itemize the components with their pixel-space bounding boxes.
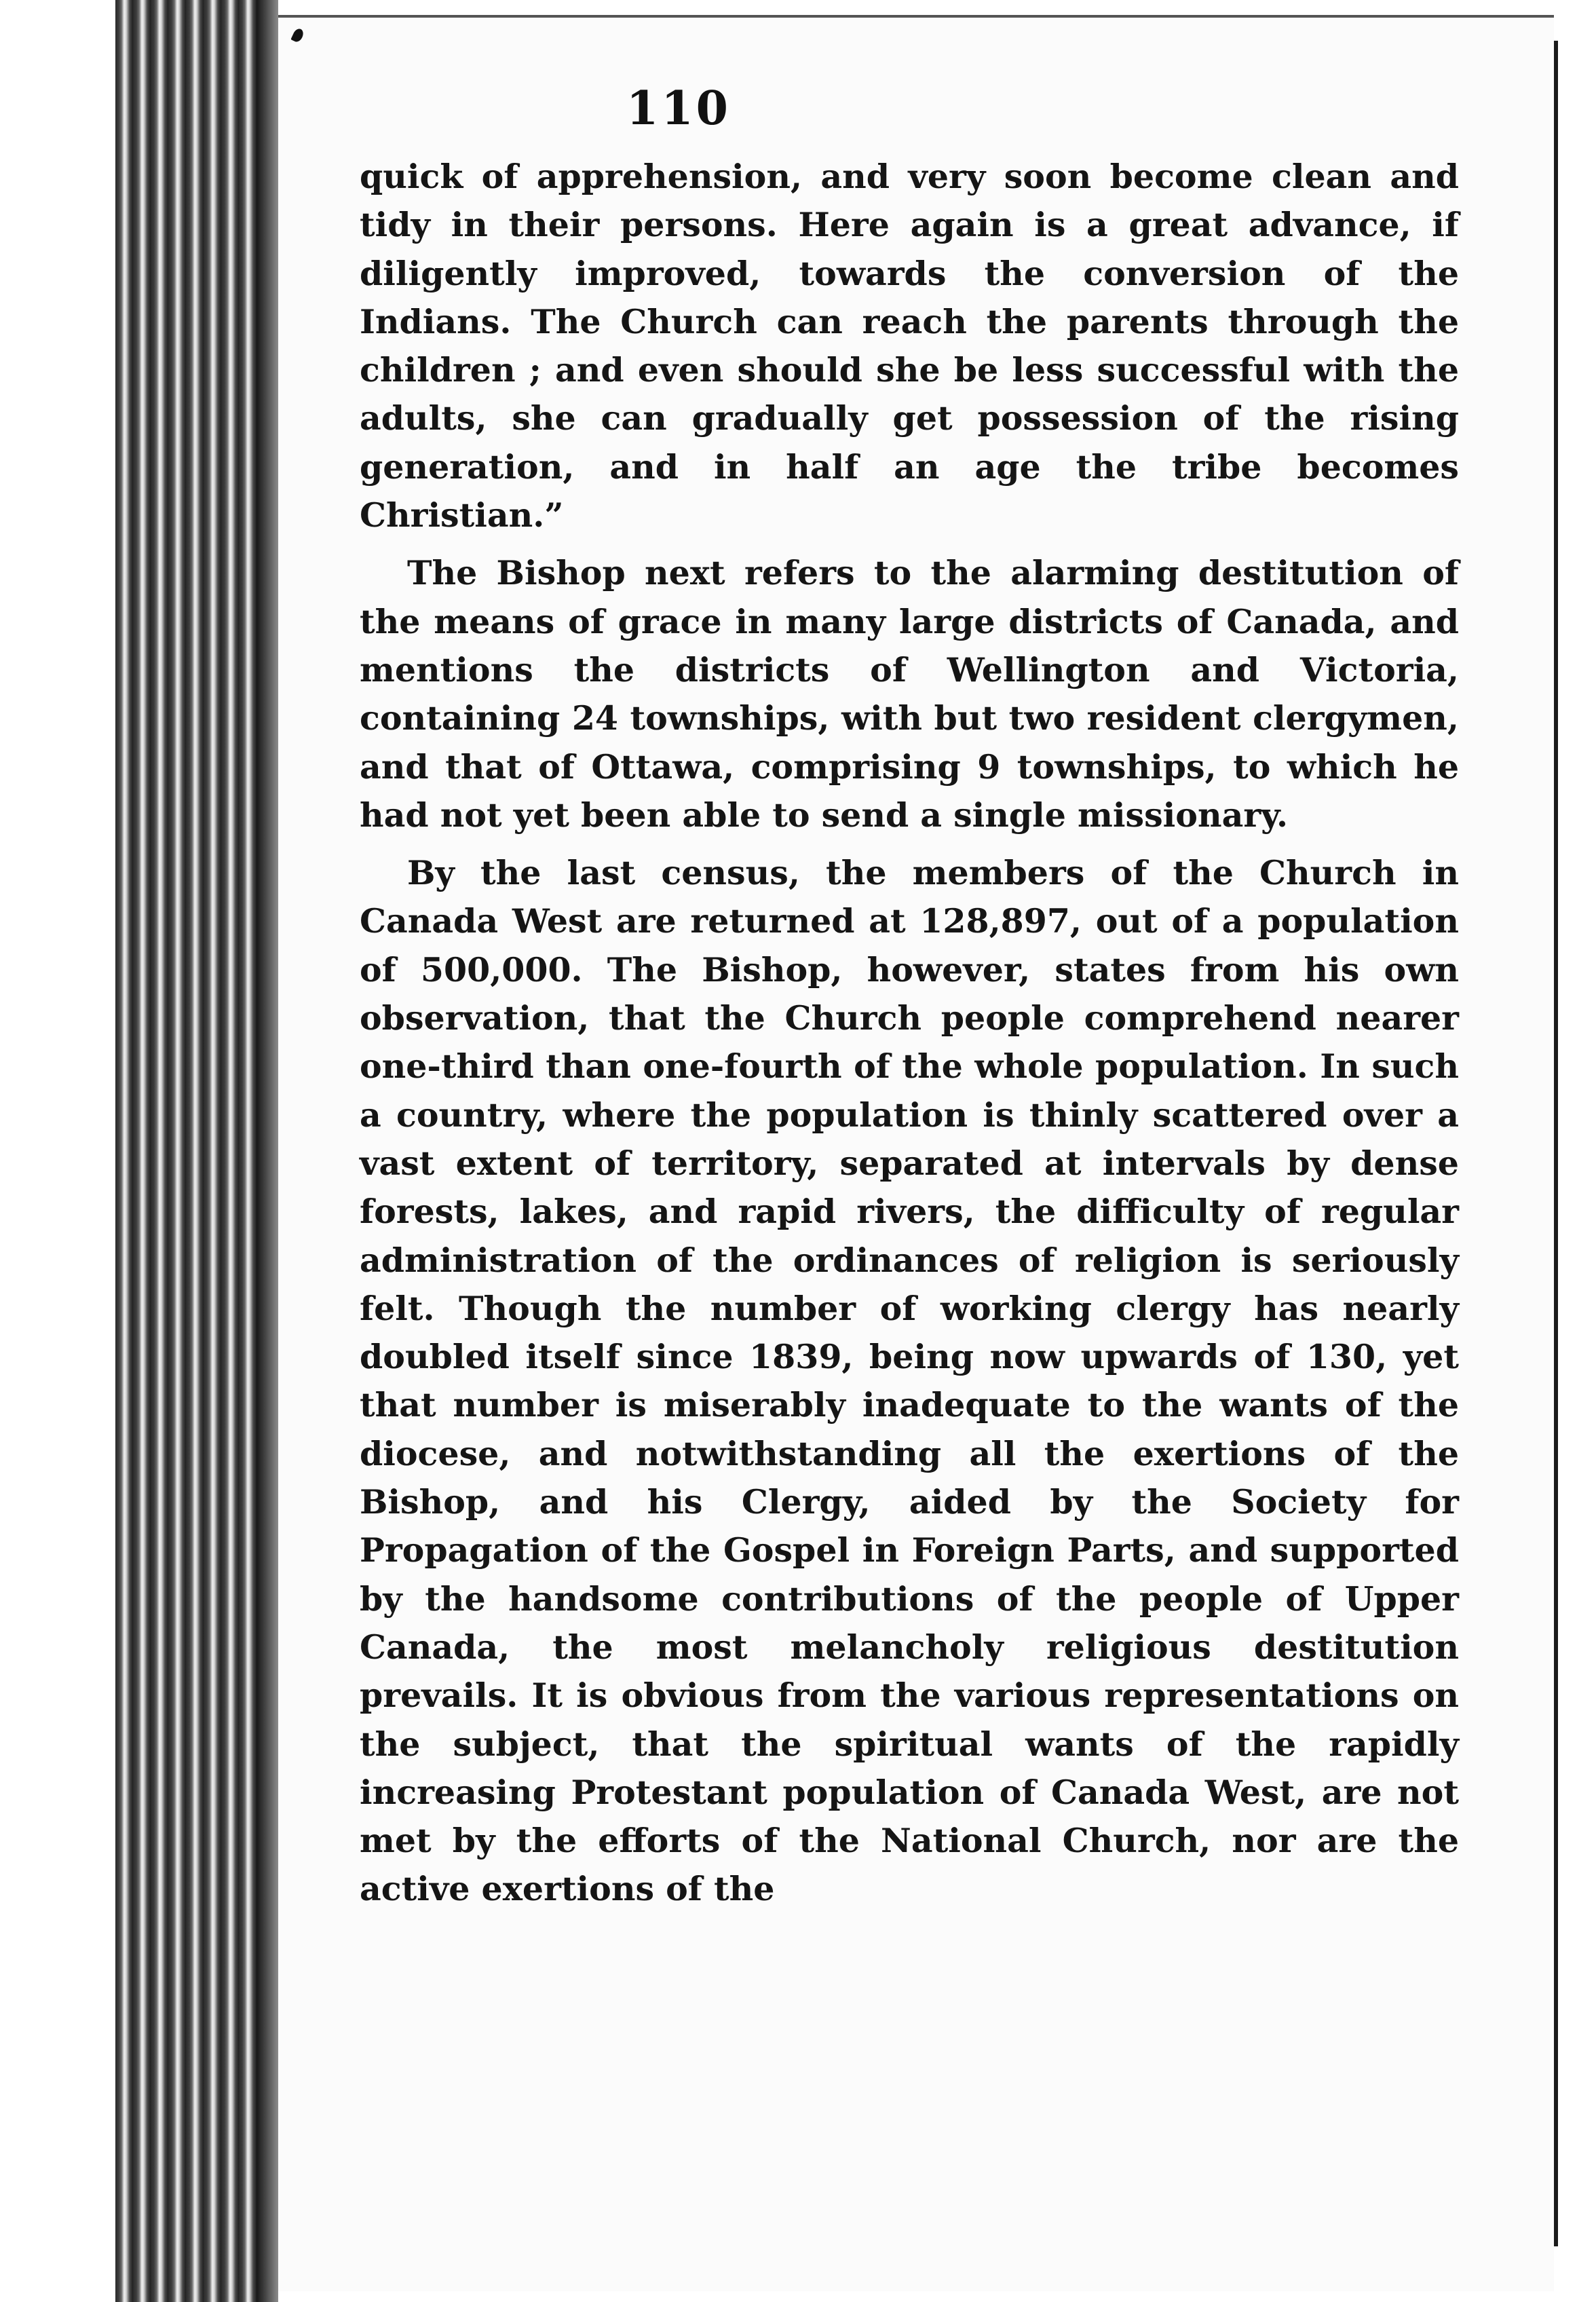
book-spine (115, 0, 278, 2302)
paragraph-3: By the last census, the members of the Church in Canada West are returned at 128,897, out of a population of 500,000. The Bishop, however, states from his own observation, that the Church people comprehend nearer one-third than one-fourth of the whole population. In such a country, where the population is thinly scattered over a vast extent of territory, separated at intervals by dense forests, lakes, and rapid rivers, the difficulty of regular administration of the ordinances of religion is seriously felt. Though the number of working clergy has nearly doubled itself since 1839, being now upwards of 130, yet that number is miserably inadequate to the wants of the diocese, and notwithstanding all the exertions of the Bishop, and his Clergy, aided by the Society for Propagation of the Gospel in Foreign Parts, and supported by the handsome contributions of the people of Upper Canada, the most melancholy religious destitution prevails. It is obvious from the various representations on the subject, that the spiritual wants of the rapidly increasing Protestant population of Canada West, are not met by the efforts of the National Church, nor are the active exertions of the (360, 853, 1459, 1909)
page-body-text (360, 153, 1459, 1914)
paragraph-1: quick of apprehension, and very soon become clean and tidy in their persons. Here again is a great advance, if diligently improved, towards the conversion of the Indians. The Church can reach the parents through the children ; and even should she be less successful with the adults, she can gradually get possession of the rising generation, and in half an age the tribe becomes Christian.” (360, 157, 1459, 535)
page-number: 110 (626, 81, 731, 136)
paragraph-2: The Bishop next refers to the alarming destitution of the means of grace in many large districts of Canada, and mentions the districts of Wellington and Victoria, containing 24 townships, with but two resident clergymen, and that of Ottawa, comprising 9 townships, to which he had not yet been able to send a single missionary. (360, 553, 1459, 835)
page-right-edge (1554, 41, 1558, 2246)
page-stack-edge (256, 0, 278, 2302)
